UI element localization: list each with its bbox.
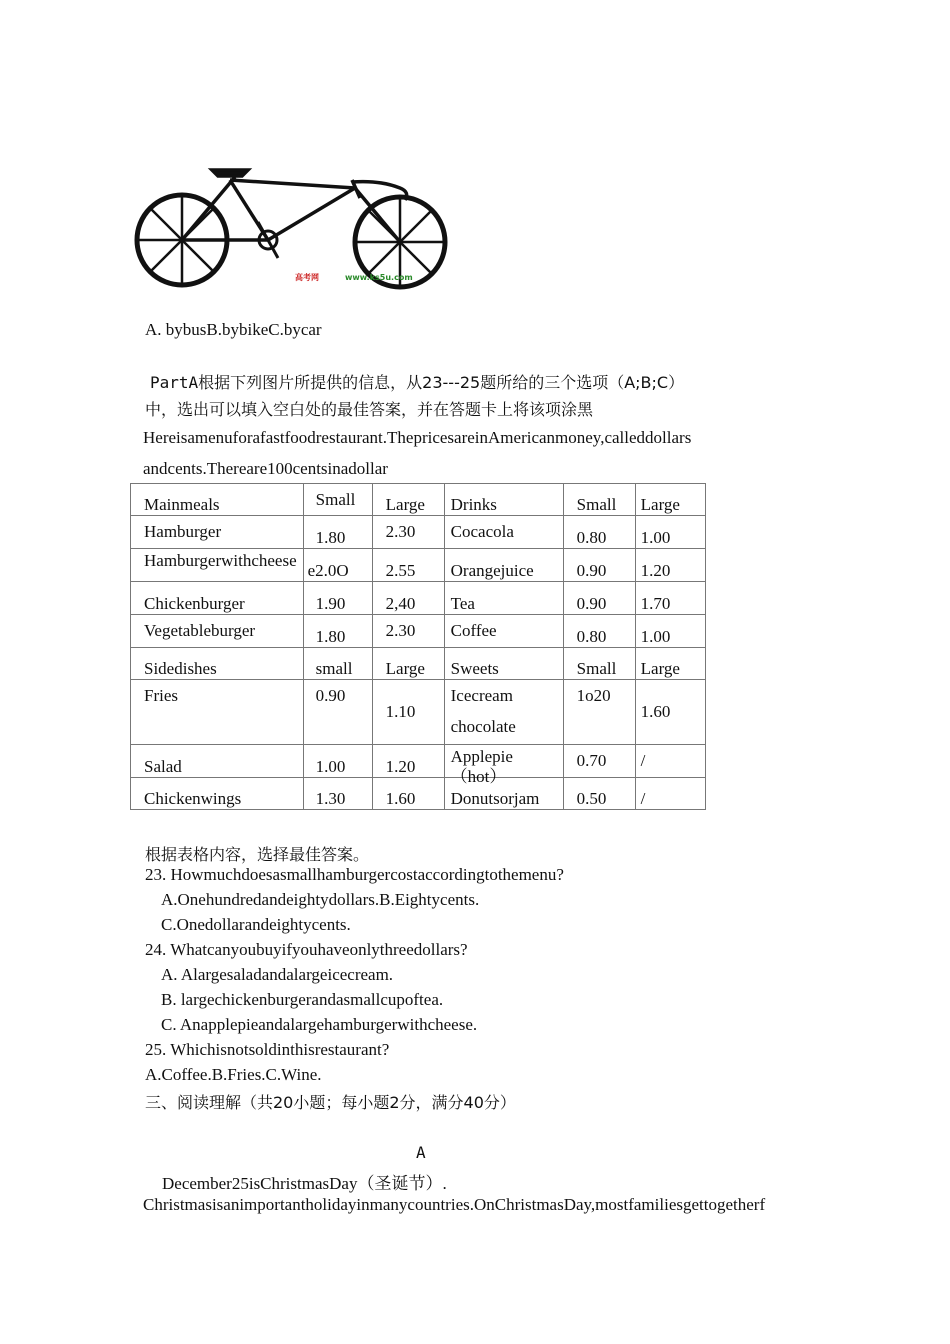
table-cell: Sidedishes — [131, 648, 304, 680]
table-cell: 1.00 — [635, 615, 705, 648]
table-cell — [444, 745, 563, 786]
question-25-options: A.Coffee.B.Fries.C.Wine. — [145, 1065, 322, 1084]
question-24: 24. Whatcanyoubuyifyouhaveonlythreedollars? — [145, 940, 468, 959]
table-cell: 2.30 — [372, 615, 444, 648]
table-cell: / — [635, 778, 705, 810]
table-row — [131, 615, 706, 648]
part-a-label: PartA — [150, 373, 199, 392]
table-cell: Orangejuice — [444, 549, 563, 582]
part-a-instruction-2: 中，选出可以填入空白处的最佳答案，并在答题卡上将该项涂黑 — [145, 400, 594, 419]
table-cell: Small — [563, 648, 635, 680]
table-cell: Donutsorjam — [444, 778, 563, 810]
table-cell: 1o20 — [563, 680, 635, 745]
table-row — [131, 484, 706, 516]
table-row — [131, 516, 706, 549]
question-24-option-c: C. Anapplepieandalargehamburgerwithcheese. — [161, 1015, 478, 1034]
table-cell: Salad — [131, 745, 304, 778]
section-3-part-letter: A — [416, 1143, 426, 1162]
options-line: A. bybusB.bybikeC.bycar — [145, 320, 322, 339]
table-cell — [444, 680, 563, 745]
question-23-options-ab: A.Onehundredandeightydollars.B.Eightycents. — [161, 890, 480, 909]
table-row — [131, 582, 706, 615]
menu-intro-2: andcents.Thereare100centsinadollar — [143, 459, 388, 478]
table-cell: 1.80 — [303, 615, 372, 648]
table-cell-text: Applepie（hot） — [450, 747, 513, 786]
table-cell: Hamburger — [131, 516, 304, 549]
watermark-logo: 高考网 — [295, 273, 319, 282]
table-cell: Small — [563, 484, 635, 516]
table-cell — [303, 484, 372, 516]
table-cell: Drinks — [444, 484, 563, 516]
question-24-option-b: B. largechickenburgerandasmallcupoftea. — [161, 990, 444, 1009]
table-cell: Large — [372, 648, 444, 680]
table-row — [131, 648, 706, 680]
table-cell: 0.90 — [303, 680, 372, 745]
table-cell: Coffee — [444, 615, 563, 648]
table-cell: 0.80 — [563, 516, 635, 549]
table-cell-text: Icecream — [450, 686, 513, 705]
table-cell: Cocacola — [444, 516, 563, 549]
passage-line-2: Christmasisanimportantholidayinmanycountries.OnChristmasDay,mostfamiliesgettogetherf — [143, 1195, 766, 1214]
table-cell: 0.70 — [563, 745, 635, 778]
table-cell: e2.0O — [303, 549, 372, 582]
table-cell-text: Hamburgerwithcheese — [144, 551, 297, 570]
table-cell: 1.00 — [635, 516, 705, 549]
table-cell: 2.30 — [372, 516, 444, 549]
table-cell: Tea — [444, 582, 563, 615]
table-cell: Mainmeals — [131, 484, 304, 516]
table-cell — [131, 549, 304, 582]
question-23-option-c: C.Onedollarandeightycents. — [161, 915, 351, 934]
section-3-heading: 三、阅读理解（共20小题；每小题2分，满分40分） — [145, 1093, 516, 1112]
table-row — [131, 549, 706, 582]
table-cell: Vegetableburger — [131, 615, 304, 648]
table-cell: 1.00 — [303, 745, 372, 778]
table-cell: 1.60 — [372, 778, 444, 810]
table-cell: 1.20 — [635, 549, 705, 582]
table-cell: Sweets — [444, 648, 563, 680]
table-cell: Chickenwings — [131, 778, 304, 810]
table-row — [131, 778, 706, 810]
table-cell: 1.60 — [635, 680, 705, 745]
menu-intro-1: Hereisamenuforafastfoodrestaurant.ThepricesareinAmericanmoney,calleddollars — [143, 428, 692, 447]
table-cell: Large — [635, 484, 705, 516]
table-cell: 1.90 — [303, 582, 372, 615]
table-cell: 0.50 — [563, 778, 635, 810]
table-cell: 1.30 — [303, 778, 372, 810]
question-23: 23. Howmuchdoesasmallhamburgercostaccordingtothemenu? — [145, 865, 564, 884]
table-cell: Large — [372, 484, 444, 516]
table-cell: 0.90 — [563, 582, 635, 615]
table-cell: small — [303, 648, 372, 680]
table-row — [131, 680, 706, 745]
menu-table — [130, 483, 706, 810]
question-25: 25. Whichisnotsoldinthisrestaurant? — [145, 1040, 390, 1059]
questions-lead: 根据表格内容，选择最佳答案。 — [145, 845, 370, 864]
table-cell: 0.90 — [563, 549, 635, 582]
table-cell: 1.10 — [372, 680, 444, 745]
table-cell-text: chocolate — [450, 717, 516, 736]
watermark-url: www.ks5u.com — [345, 273, 413, 282]
part-a-instruction-text: 根据下列图片所提供的信息，从23---25题所给的三个选项（A;B;C） — [198, 373, 685, 392]
passage-line-1: December25isChristmasDay（圣诞节）. — [162, 1174, 447, 1193]
table-cell: 1.80 — [303, 516, 372, 549]
bicycle-illustration — [130, 160, 455, 285]
table-row — [131, 745, 706, 778]
table-cell: 2.55 — [372, 549, 444, 582]
table-cell: 2,40 — [372, 582, 444, 615]
table-cell: 0.80 — [563, 615, 635, 648]
table-cell: / — [635, 745, 705, 778]
table-cell: Large — [635, 648, 705, 680]
table-cell: Chickenburger — [131, 582, 304, 615]
table-cell: Fries — [131, 680, 304, 745]
table-cell: 1.20 — [372, 745, 444, 778]
table-cell-text: Small — [315, 490, 356, 509]
part-a-instruction-1 — [150, 370, 684, 393]
question-24-option-a: A. Alargesaladandalargeicecream. — [161, 965, 394, 984]
table-cell: 1.70 — [635, 582, 705, 615]
